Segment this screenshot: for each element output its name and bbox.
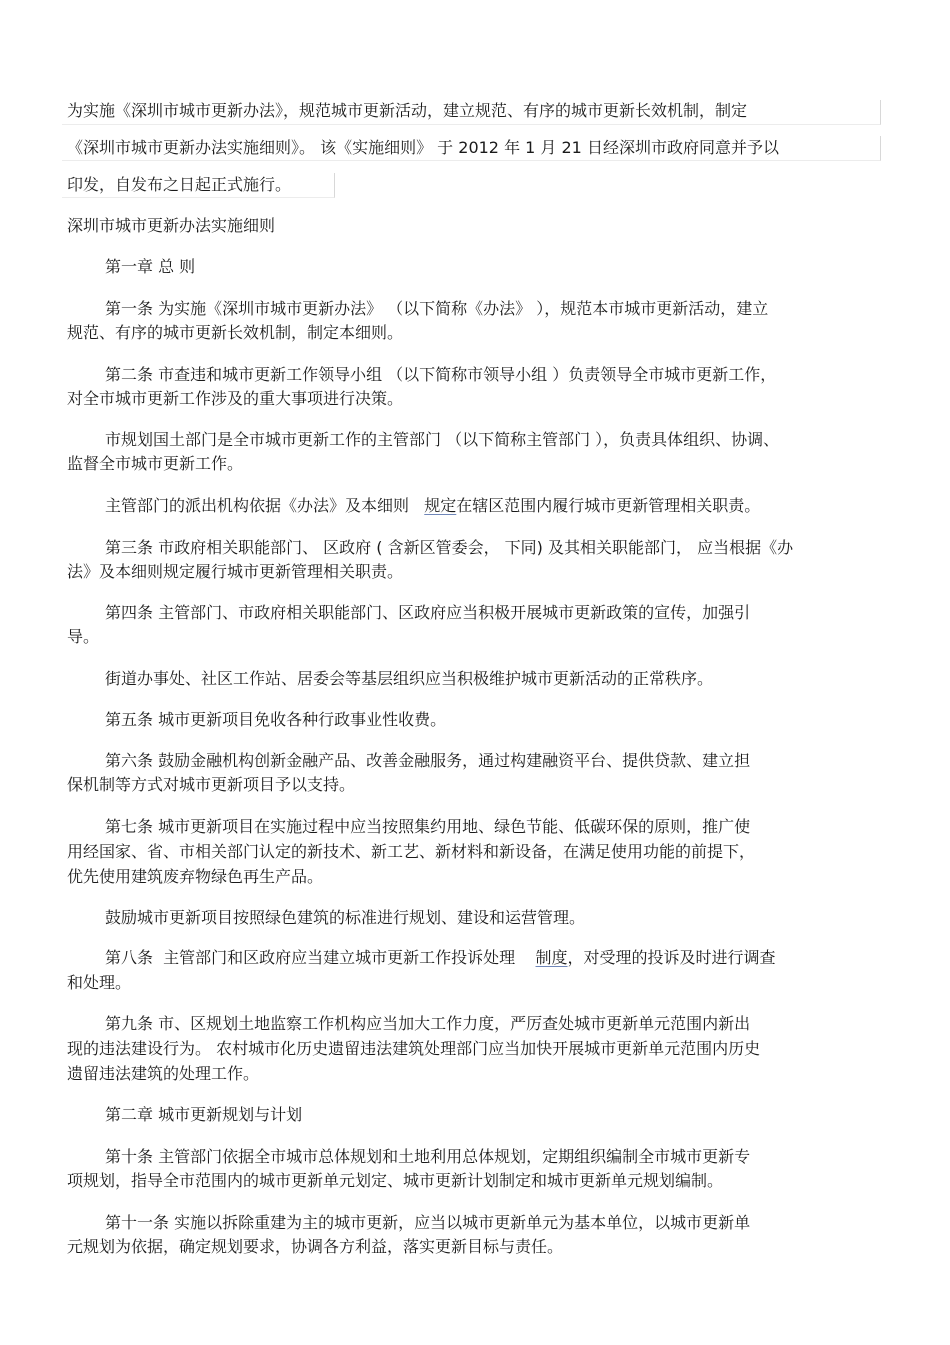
article-text: 元规划为依据，确定规划要求，协调各方利益，落实更新目标与责任。 bbox=[67, 1237, 564, 1256]
article-text-segment: 在辖区范围内履行城市更新管理相关职责。 bbox=[456, 496, 761, 515]
article-text: 监督全市城市更新工作。 bbox=[67, 454, 244, 473]
underlined-term: 规定 bbox=[424, 496, 457, 515]
article-text: 第一条 为实施《深圳市城市更新办法》 （以下简称《办法》 ），规范本市城市更新活动，建立 bbox=[105, 299, 769, 318]
article-text: 第十条 主管部门依据全市城市总体规划和土地利用总体规划，定期组织编制全市城市更新专 bbox=[105, 1147, 751, 1166]
article-text: 第十一条 实施以拆除重建为主的城市更新，应当以城市更新单元为基本单位，以城市更新单 bbox=[105, 1213, 751, 1232]
chapter-heading: 第一章 总 则 bbox=[105, 257, 196, 276]
article-text: 第五条 城市更新项目免收各种行政事业性收费。 bbox=[105, 710, 447, 729]
article-text: 和处理。 bbox=[67, 973, 132, 992]
article-text: 第四条 主管部门、市政府相关职能部门、区政府应当积极开展城市更新政策的宣传，加强引 bbox=[105, 603, 751, 622]
intro-line: 《深圳市城市更新办法实施细则》。 该《实施细则》 于 2012 年 1 月 21 日经深圳市政府同意并予以 bbox=[67, 138, 779, 157]
intro-line: 为实施《深圳市城市更新办法》，规范城市更新活动，建立规范、有序的城市更新长效机制，制定 bbox=[67, 101, 748, 120]
intro-line: 印发，自发布之日起正式施行。 bbox=[67, 175, 292, 194]
article-text: 导。 bbox=[67, 627, 100, 646]
article-text-segment: ，对受理的投诉及时进行调查 bbox=[567, 948, 776, 967]
article-text: 第七条 城市更新项目在实施过程中应当按照集约用地、绿色节能、低碳环保的原则，推广使 bbox=[105, 817, 751, 836]
article-text: 第六条 鼓励金融机构创新金融产品、改善金融服务，通过构建融资平台、提供贷款、建立担 bbox=[105, 751, 751, 770]
article-text: 保机制等方式对城市更新项目予以支持。 bbox=[67, 775, 356, 794]
article-text: 第三条 市政府相关职能部门、 区政府 ( 含新区管委会， 下同) 及其相关职能部门， 应当根据《办 bbox=[105, 538, 794, 557]
article-text: 规范、有序的城市更新长效机制，制定本细则。 bbox=[67, 323, 404, 342]
article-text: 第二条 市查违和城市更新工作领导小组 （以下简称市领导小组 ）负责领导全市城市更新工作， bbox=[105, 365, 777, 384]
article-text bbox=[67, 494, 925, 518]
underlined-term: 制度 bbox=[535, 948, 568, 967]
article-text: 用经国家、省、市相关部门认定的新技术、新工艺、新材料和新设备，在满足使用功能的前提下， bbox=[67, 842, 756, 861]
article-text bbox=[67, 946, 925, 970]
article-text: 对全市城市更新工作涉及的重大事项进行决策。 bbox=[67, 389, 404, 408]
article-text: 市规划国土部门是全市城市更新工作的主管部门 （以下简称主管部门 ），负责具体组织、协调、 bbox=[105, 430, 780, 449]
chapter-heading: 第二章 城市更新规划与计划 bbox=[105, 1105, 303, 1124]
article-text-segment: 第八条 主管部门和区政府应当建立城市更新工作投诉处理 bbox=[105, 948, 536, 967]
article-text: 现的违法建设行为。 农村城市化历史遗留违法建筑处理部门应当加快开展城市更新单元范围内历史 bbox=[67, 1039, 761, 1058]
article-text: 第九条 市、区规划土地监察工作机构应当加大工作力度，严厉查处城市更新单元范围内新出 bbox=[105, 1014, 751, 1033]
article-text: 项规划，指导全市范围内的城市更新单元划定、城市更新计划制定和城市更新单元规划编制。 bbox=[67, 1171, 724, 1190]
article-text-segment: 主管部门的派出机构依据《办法》及本细则 bbox=[105, 496, 425, 515]
article-text: 遗留违法建筑的处理工作。 bbox=[67, 1064, 260, 1083]
document-title: 深圳市城市更新办法实施细则 bbox=[67, 216, 276, 235]
article-text: 街道办事处、社区工作站、居委会等基层组织应当积极维护城市更新活动的正常秩序。 bbox=[105, 669, 714, 688]
article-text: 法》及本细则规定履行城市更新管理相关职责。 bbox=[67, 562, 404, 581]
article-text: 优先使用建筑废弃物绿色再生产品。 bbox=[67, 867, 324, 886]
article-text: 鼓励城市更新项目按照绿色建筑的标准进行规划、建设和运营管理。 bbox=[105, 908, 586, 927]
